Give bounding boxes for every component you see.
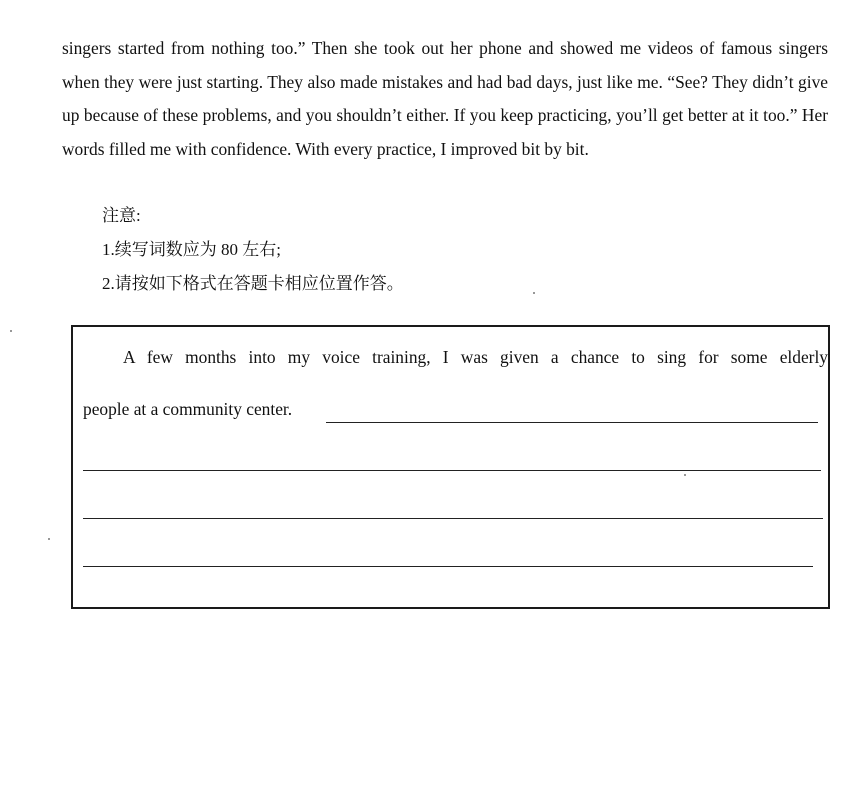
continuation-prompt-line-2: people at a community center. bbox=[83, 399, 293, 419]
notes-item-word-count: 1.续写词数应为 80 左右; bbox=[102, 240, 281, 259]
writing-line-3[interactable] bbox=[83, 518, 823, 519]
writing-line-4[interactable] bbox=[83, 566, 813, 567]
scan-speck bbox=[684, 474, 686, 476]
reading-passage bbox=[62, 32, 828, 166]
notes-heading: 注意: bbox=[102, 206, 141, 225]
writing-line-1[interactable] bbox=[326, 422, 818, 423]
notes-section bbox=[102, 199, 404, 301]
notes-item-format: 2.请按如下格式在答题卡相应位置作答。 bbox=[102, 274, 404, 293]
scan-speck bbox=[48, 538, 50, 540]
passage-text: singers started from nothing too.” Then she took out her phone and showed me videos of famous singers when they were just starting. They also made mistakes and had bad days, just like me. “See? They didn’t give up because of these problems, and you shouldn’t either. If you keep practicing, you’ll get better at it too.” Her words filled me with confidence. With every practice, I improved bit by bit. bbox=[62, 38, 828, 159]
scan-speck bbox=[10, 330, 12, 332]
writing-line-2[interactable] bbox=[83, 470, 821, 471]
answer-box bbox=[71, 325, 830, 609]
continuation-prompt-line-1: A few months into my voice training, I was given a chance to sing for some elderly bbox=[123, 347, 828, 367]
scan-speck bbox=[533, 292, 535, 294]
